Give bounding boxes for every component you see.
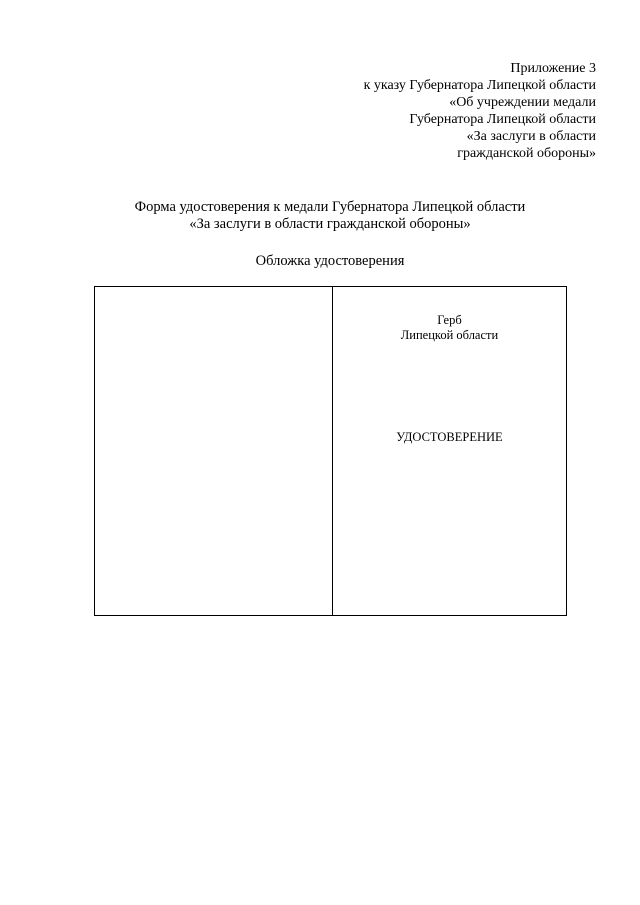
appendix-line: «За заслуги в области: [466, 129, 596, 144]
appendix-line: Приложение 3: [510, 61, 596, 76]
form-title: [0, 199, 640, 233]
emblem-line-1: Герб: [437, 313, 462, 327]
certificate-word: УДОСТОВЕРЕНИЕ: [396, 430, 503, 444]
cover-label: Обложка удостоверения: [255, 253, 405, 269]
form-title-line-1: Форма удостоверения к медали Губернатора Липецкой области: [134, 199, 526, 215]
certificate-cover: [94, 286, 567, 616]
appendix-line: к указу Губернатора Липецкой области: [363, 78, 596, 93]
appendix-header: [364, 60, 596, 162]
form-title-line-2: «За заслуги в области гражданской обороны»: [189, 216, 471, 232]
appendix-line: «Об учреждении медали: [449, 95, 596, 110]
appendix-line: Губернатора Липецкой области: [409, 112, 596, 127]
appendix-line: гражданской обороны»: [457, 146, 596, 161]
cover-left-panel: [95, 287, 333, 615]
emblem-placeholder: [333, 313, 566, 343]
emblem-line-2: Липецкой области: [400, 328, 499, 342]
cover-right-panel: [333, 287, 566, 615]
